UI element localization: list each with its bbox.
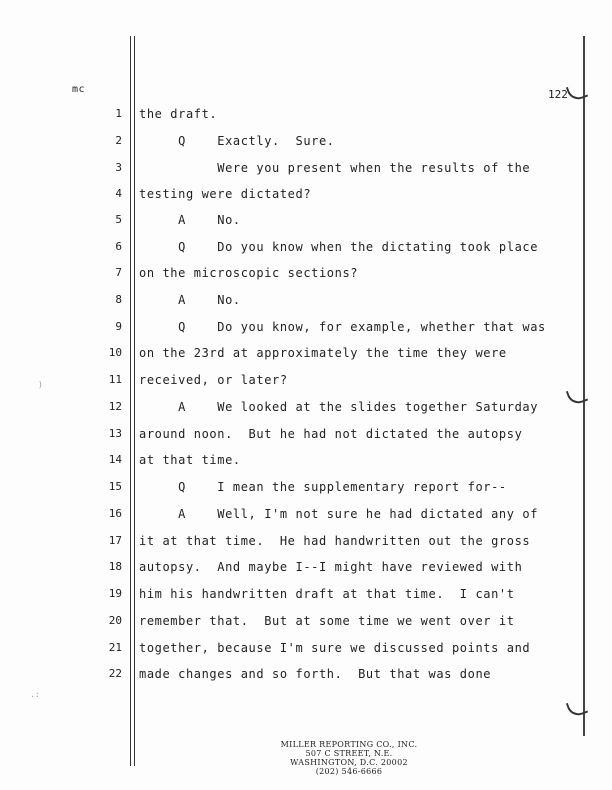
line-text: on the 23rd at approximately the time they were xyxy=(139,346,507,360)
line-text: testing were dictated? xyxy=(139,187,312,201)
line-number: 1 xyxy=(115,107,122,120)
line-number: 22 xyxy=(108,667,122,680)
line-number: 14 xyxy=(108,453,122,466)
line-number: 11 xyxy=(108,373,122,386)
line-text: him his handwritten draft at that time. I can't xyxy=(139,587,515,601)
transcript-line xyxy=(0,614,612,640)
transcript-line xyxy=(0,641,612,667)
line-text: remember that. But at some time we went over it xyxy=(139,614,515,628)
transcript-line xyxy=(0,213,612,239)
line-number: 19 xyxy=(108,587,122,600)
footer-phone: (202) 546-6666 xyxy=(315,767,383,776)
line-number: 3 xyxy=(115,161,122,174)
transcript-line xyxy=(0,507,612,533)
transcript-line xyxy=(0,587,612,613)
line-number: 17 xyxy=(108,534,122,547)
transcript-line xyxy=(0,107,612,133)
transcript-line xyxy=(0,266,612,292)
line-number: 13 xyxy=(108,427,122,440)
line-text: at that time. xyxy=(139,453,241,467)
line-number: 16 xyxy=(108,507,122,520)
footer-company: MILLER REPORTING CO., INC. xyxy=(280,740,418,749)
transcript-line xyxy=(0,134,612,160)
line-text: together, because I'm sure we discussed points and xyxy=(139,641,531,655)
footer-city: WASHINGTON, D.C. 20002 xyxy=(290,758,408,767)
line-text: Q I mean the supplementary report for-- xyxy=(139,480,507,494)
line-number: 6 xyxy=(115,240,122,253)
line-text: on the microscopic sections? xyxy=(139,266,359,280)
line-text: around noon. But he had not dictated the autopsy xyxy=(139,427,523,441)
line-number: 2 xyxy=(115,134,122,147)
transcript-line xyxy=(0,560,612,586)
transcript-line xyxy=(0,427,612,453)
transcript-line xyxy=(0,161,612,187)
transcript-line xyxy=(0,480,612,506)
transcript-line xyxy=(0,534,612,560)
line-text: Were you present when the results of the xyxy=(139,161,531,175)
line-number: 9 xyxy=(115,320,122,333)
scan-smudge-icon: ) xyxy=(38,380,43,389)
transcript-line xyxy=(0,240,612,266)
line-number: 8 xyxy=(115,293,122,306)
line-number: 21 xyxy=(108,641,122,654)
line-number: 15 xyxy=(108,480,122,493)
line-text: received, or later? xyxy=(139,373,288,387)
line-text: A Well, I'm not sure he had dictated any of xyxy=(139,507,539,521)
line-text: the draft. xyxy=(139,107,218,121)
line-number: 18 xyxy=(108,560,122,573)
page-number: 122 xyxy=(548,88,568,101)
line-text: Q Do you know when the dictating took place xyxy=(139,240,539,254)
line-text: A We looked at the slides together Saturday xyxy=(139,400,539,414)
reporter-initials: mc xyxy=(72,84,86,95)
transcript-line xyxy=(0,293,612,319)
line-text: it at that time. He had handwritten out the gross xyxy=(139,534,531,548)
line-number: 7 xyxy=(115,266,122,279)
line-text: A No. xyxy=(139,213,241,227)
transcript-line xyxy=(0,187,612,213)
transcript-line xyxy=(0,373,612,399)
scan-smudge-icon: .: xyxy=(30,690,40,699)
line-text: Q Do you know, for example, whether that was xyxy=(139,320,546,334)
line-text: A No. xyxy=(139,293,241,307)
reporter-footer xyxy=(0,740,612,776)
line-number: 12 xyxy=(108,400,122,413)
transcript-line xyxy=(0,453,612,479)
line-text: autopsy. And maybe I--I might have reviewed with xyxy=(139,560,523,574)
transcript-line xyxy=(0,320,612,346)
line-text: made changes and so forth. But that was done xyxy=(139,667,492,681)
transcript-line xyxy=(0,400,612,426)
line-text: Q Exactly. Sure. xyxy=(139,134,335,148)
footer-street: 507 C STREET, N.E. xyxy=(305,749,393,758)
transcript-line xyxy=(0,667,612,693)
line-number: 5 xyxy=(115,213,122,226)
line-number: 10 xyxy=(108,346,122,359)
line-number: 20 xyxy=(108,614,122,627)
line-number: 4 xyxy=(115,187,122,200)
transcript-line xyxy=(0,346,612,372)
